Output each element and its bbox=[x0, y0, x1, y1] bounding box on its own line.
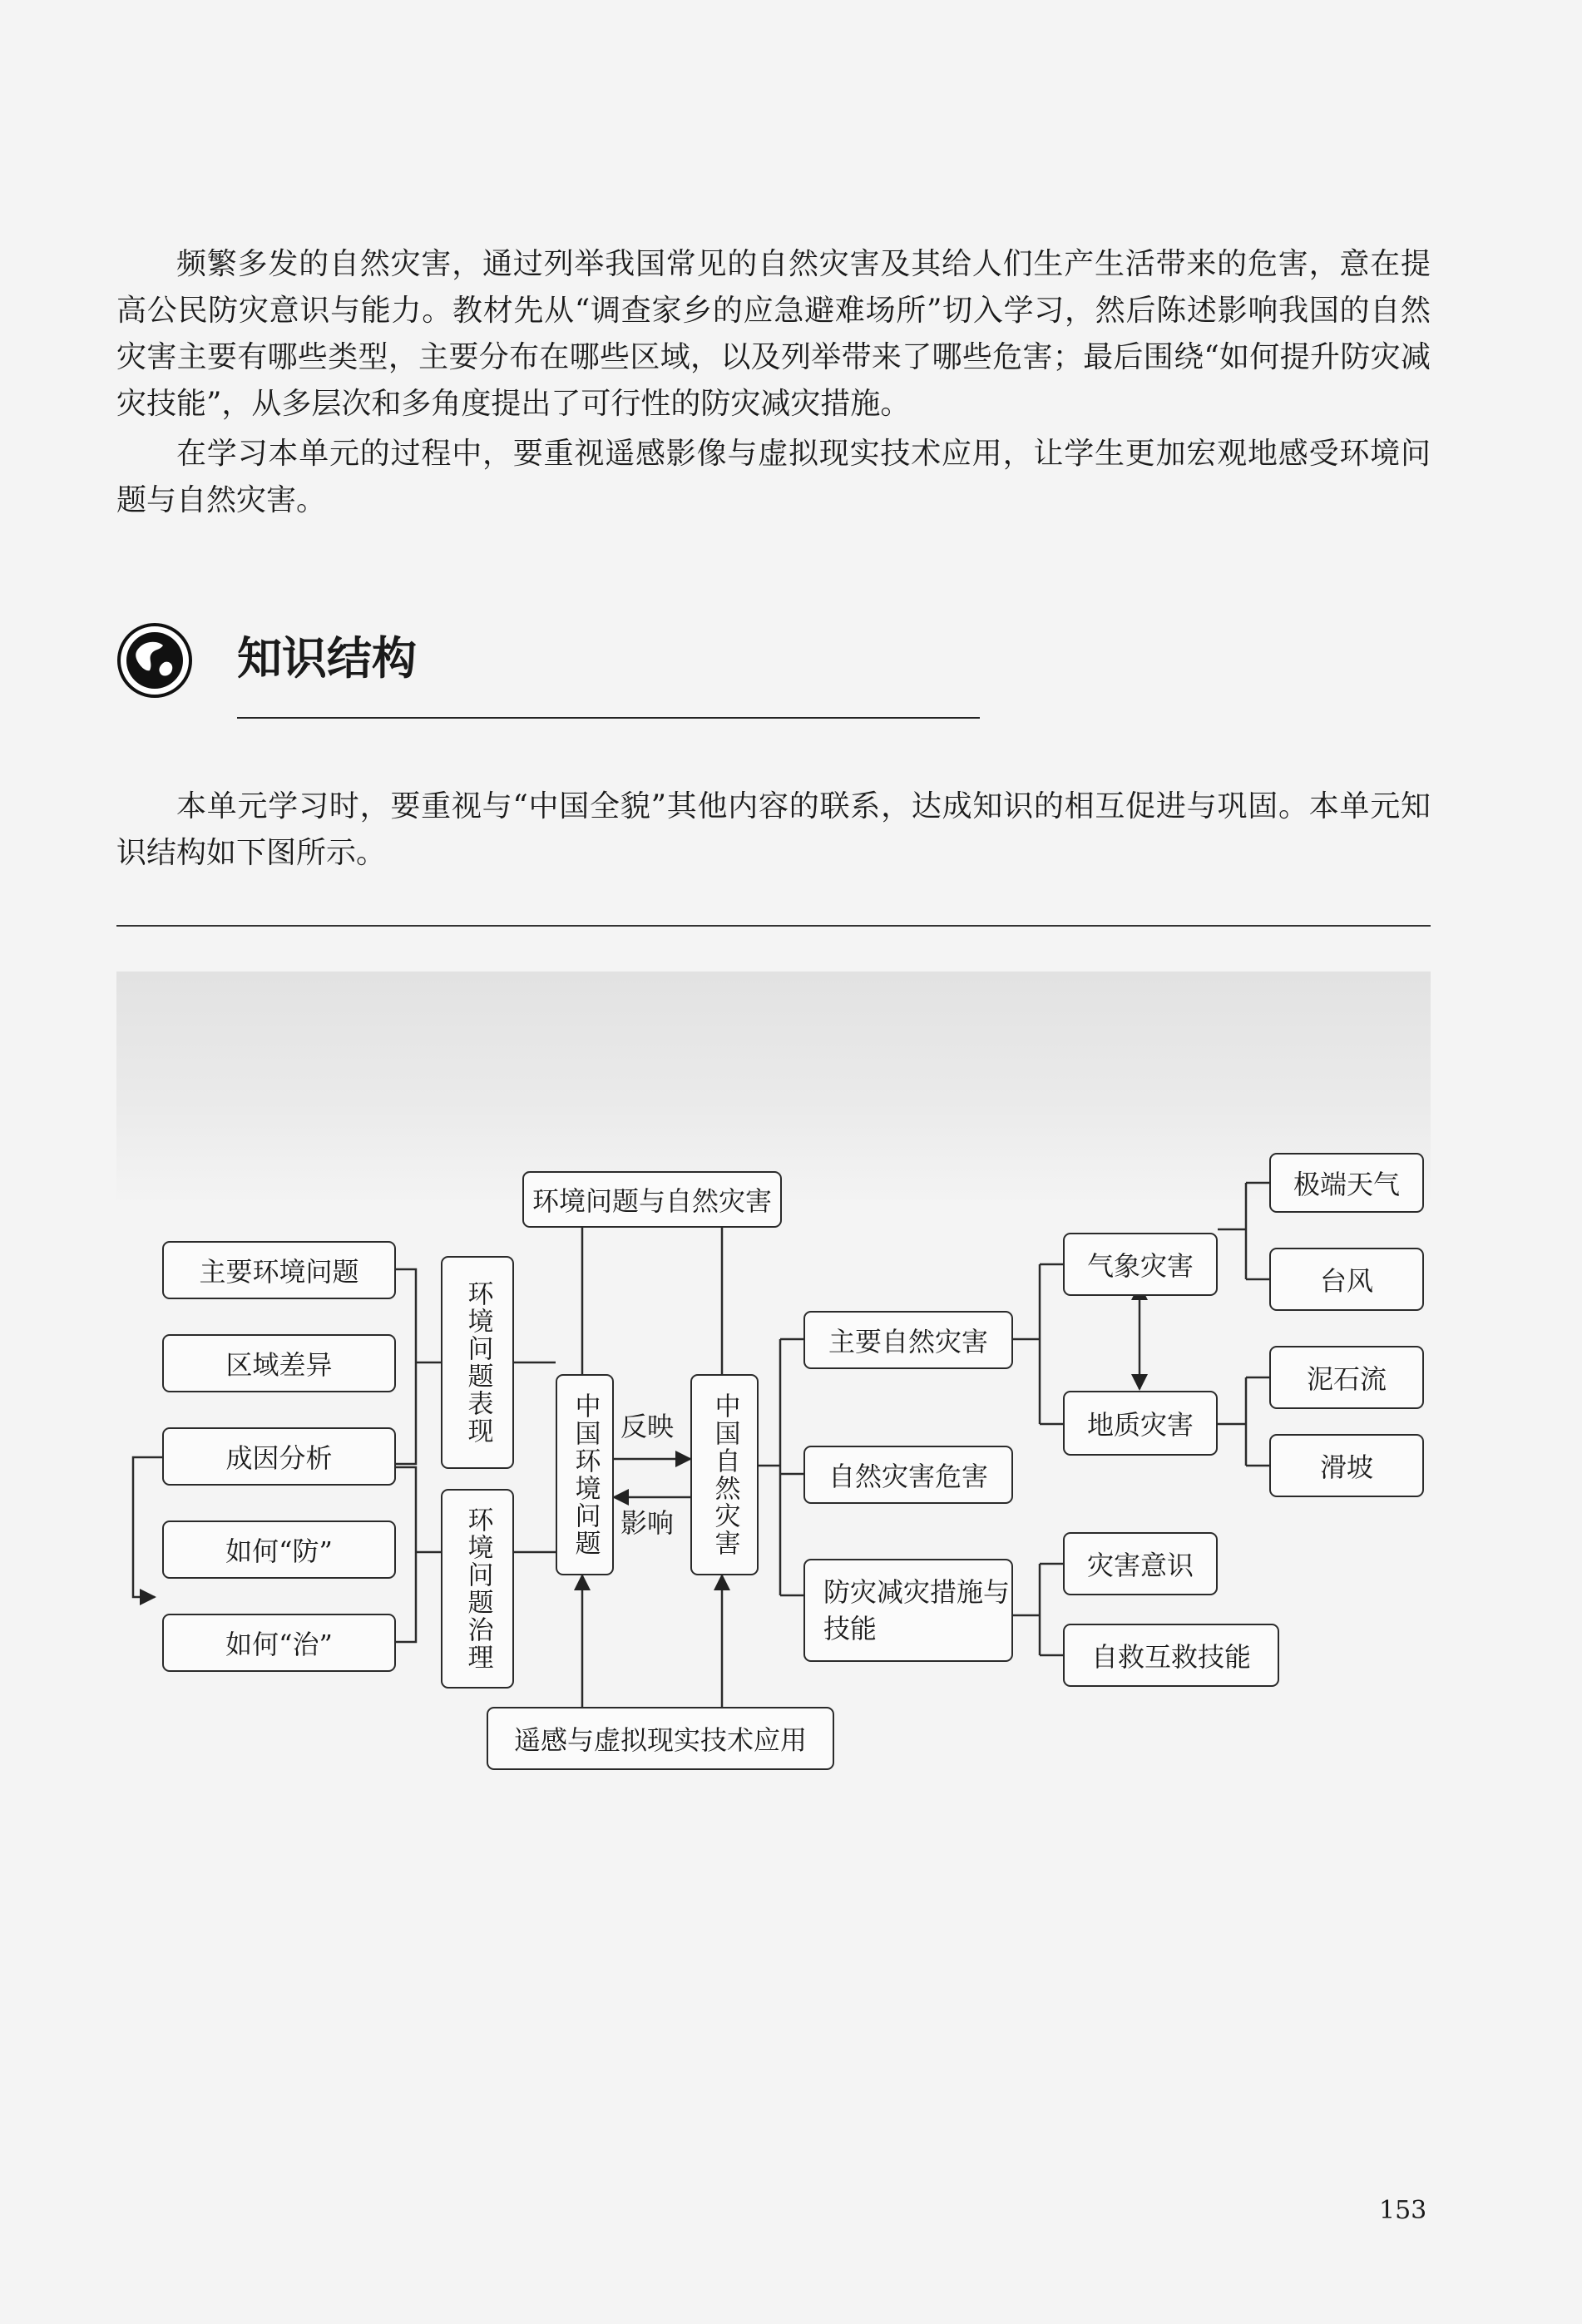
node-env-governance bbox=[441, 1489, 514, 1689]
node-env-governance-label: 环境问题治理 bbox=[462, 1506, 493, 1671]
node-prevention-measures: 防灾减灾措施与技能 bbox=[803, 1559, 1013, 1662]
node-main-natural-disasters: 主要自然灾害 bbox=[803, 1311, 1013, 1369]
node-how-to-govern: 如何“治” bbox=[162, 1614, 396, 1672]
node-meteorological-disaster: 气象灾害 bbox=[1063, 1233, 1218, 1296]
node-geological-disaster: 地质灾害 bbox=[1063, 1391, 1218, 1456]
node-china-natural-disasters-label: 中国自然灾害 bbox=[709, 1392, 740, 1557]
intro-paragraph-2: 在学习本单元的过程中，要重视遥感影像与虚拟现实技术应用，让学生更加宏观地感受环境问题与自然灾害。 bbox=[116, 437, 1431, 517]
node-china-natural-disasters bbox=[690, 1374, 759, 1575]
node-cause-analysis: 成因分析 bbox=[162, 1427, 396, 1486]
node-extreme-weather: 极端天气 bbox=[1269, 1153, 1424, 1213]
label-reflect: 反映 bbox=[620, 1411, 675, 1442]
label-influence: 影响 bbox=[620, 1507, 675, 1539]
node-how-to-prevent: 如何“防” bbox=[162, 1520, 396, 1579]
node-disaster-harm: 自然灾害危害 bbox=[803, 1446, 1013, 1504]
page-number: 153 bbox=[1379, 2196, 1427, 2225]
node-landslide: 滑坡 bbox=[1269, 1434, 1424, 1497]
node-main-env-problems: 主要环境问题 bbox=[162, 1241, 396, 1299]
node-china-env-problems-label: 中国环境问题 bbox=[570, 1392, 601, 1557]
node-env-performance-label: 环境问题表现 bbox=[462, 1280, 493, 1445]
node-disaster-awareness: 灾害意识 bbox=[1063, 1532, 1218, 1595]
section-paragraph: 本单元学习时，要重视与“中国全貌”其他内容的联系，达成知识的相互促进与巩固。本单元知识结构如下图所示。 bbox=[116, 789, 1431, 870]
node-remote-sensing-vr: 遥感与虚拟现实技术应用 bbox=[487, 1707, 834, 1770]
node-top-env-and-disaster: 环境问题与自然灾害 bbox=[522, 1171, 782, 1228]
node-env-performance bbox=[441, 1256, 514, 1469]
node-regional-differences: 区域差异 bbox=[162, 1334, 396, 1392]
intro-paragraph-1: 频繁多发的自然灾害，通过列举我国常见的自然灾害及其给人们生产生活带来的危害，意在提高公民防灾意识与能力。教材先从“调查家乡的应急避难场所”切入学习，然后陈述影响我国的自然灾害主要有哪些类型，主要分布在哪些区域，以及列举带来了哪些危害；最后围绕“如何提升防灾减灾技能”，从多层次和多角度提出了可行性的防灾减灾措施。 bbox=[116, 247, 1431, 421]
node-china-env-problems bbox=[556, 1374, 614, 1575]
section-title: 知识结构 bbox=[237, 632, 417, 685]
node-mudflow: 泥石流 bbox=[1269, 1346, 1424, 1409]
node-self-rescue-skills: 自救互救技能 bbox=[1063, 1624, 1279, 1687]
node-typhoon: 台风 bbox=[1269, 1248, 1424, 1311]
